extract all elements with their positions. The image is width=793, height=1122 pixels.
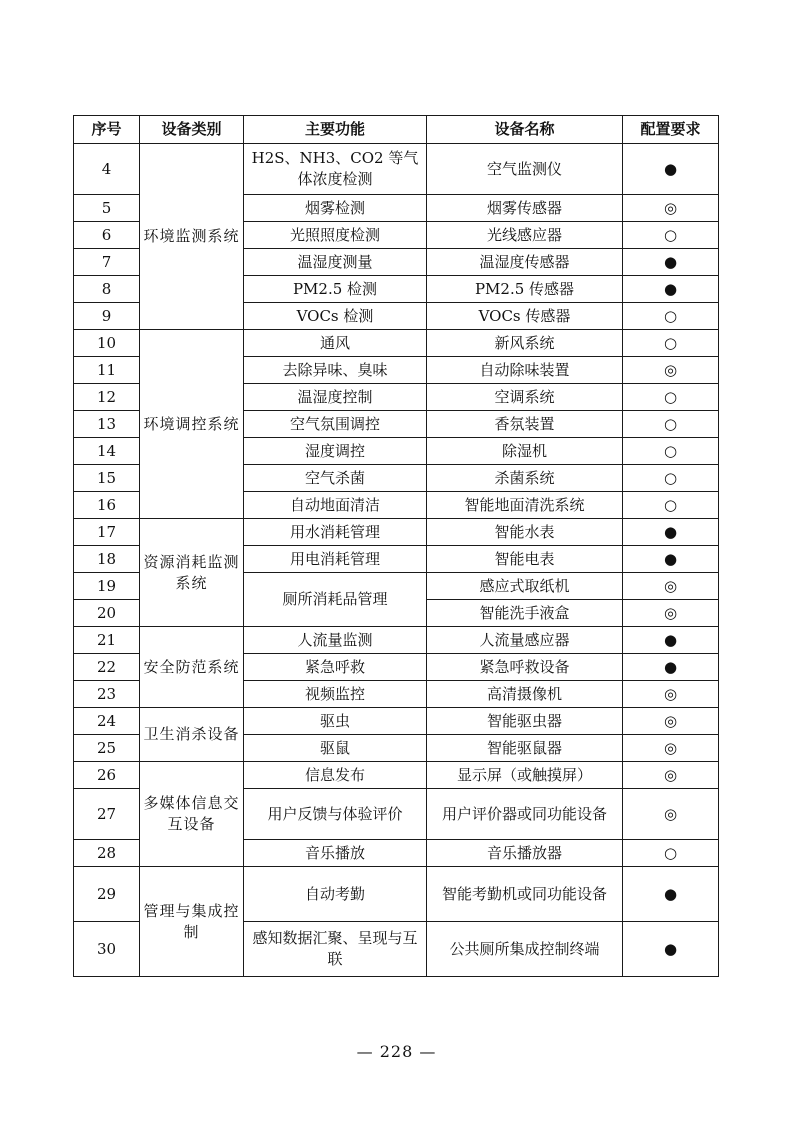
row-device: VOCs 传感器: [427, 303, 623, 330]
row-requirement: ○: [623, 438, 719, 465]
row-function: VOCs 检测: [244, 303, 427, 330]
header-requirement: 配置要求: [623, 116, 719, 144]
row-requirement: ○: [623, 330, 719, 357]
row-requirement: ●: [623, 867, 719, 922]
row-no: 16: [74, 492, 140, 519]
row-function: 自动地面清洁: [244, 492, 427, 519]
header-device: 设备名称: [427, 116, 623, 144]
row-no: 27: [74, 789, 140, 840]
row-requirement: ●: [623, 519, 719, 546]
row-no: 5: [74, 195, 140, 222]
row-requirement: ●: [623, 276, 719, 303]
row-no: 21: [74, 627, 140, 654]
row-device: 智能地面清洗系统: [427, 492, 623, 519]
row-device: 光线感应器: [427, 222, 623, 249]
row-device: 人流量感应器: [427, 627, 623, 654]
row-device: 自动除味装置: [427, 357, 623, 384]
row-no: 4: [74, 144, 140, 195]
row-requirement: ●: [623, 922, 719, 977]
row-function: 信息发布: [244, 762, 427, 789]
row-requirement: ●: [623, 546, 719, 573]
category-multimedia: 多媒体信息交互设备: [140, 762, 244, 867]
row-no: 12: [74, 384, 140, 411]
table-row: [74, 762, 719, 789]
row-device: 高清摄像机: [427, 681, 623, 708]
table-row: [74, 708, 719, 735]
row-device: 智能考勤机或同功能设备: [427, 867, 623, 922]
category-security: 安全防范系统: [140, 627, 244, 708]
row-function: 温湿度控制: [244, 384, 427, 411]
row-function: 空气氛围调控: [244, 411, 427, 438]
row-device: 香氛装置: [427, 411, 623, 438]
row-no: 22: [74, 654, 140, 681]
row-device: 智能水表: [427, 519, 623, 546]
row-no: 30: [74, 922, 140, 977]
row-requirement: ○: [623, 222, 719, 249]
row-device: 温湿度传感器: [427, 249, 623, 276]
row-no: 7: [74, 249, 140, 276]
row-requirement: ○: [623, 840, 719, 867]
row-function: 视频监控: [244, 681, 427, 708]
row-no: 11: [74, 357, 140, 384]
row-requirement: ○: [623, 384, 719, 411]
row-device: 空气监测仪: [427, 144, 623, 195]
row-requirement: ◎: [623, 681, 719, 708]
row-requirement: ●: [623, 144, 719, 195]
table-row: [74, 144, 719, 195]
header-category: 设备类别: [140, 116, 244, 144]
row-device: 用户评价器或同功能设备: [427, 789, 623, 840]
row-device: 空调系统: [427, 384, 623, 411]
row-function: 厕所消耗品管理: [244, 573, 427, 627]
row-device: 智能电表: [427, 546, 623, 573]
row-requirement: ◎: [623, 357, 719, 384]
table-row: [74, 330, 719, 357]
category-env-monitor: 环境监测系统: [140, 144, 244, 330]
row-no: 18: [74, 546, 140, 573]
row-function: 通风: [244, 330, 427, 357]
row-device: 公共厕所集成控制终端: [427, 922, 623, 977]
row-function: 音乐播放: [244, 840, 427, 867]
table-row: [74, 627, 719, 654]
table-row: [74, 519, 719, 546]
row-no: 17: [74, 519, 140, 546]
row-no: 15: [74, 465, 140, 492]
row-requirement: ○: [623, 465, 719, 492]
row-no: 24: [74, 708, 140, 735]
row-function: 驱鼠: [244, 735, 427, 762]
row-function: 用户反馈与体验评价: [244, 789, 427, 840]
row-no: 29: [74, 867, 140, 922]
row-requirement: ◎: [623, 195, 719, 222]
row-function: PM2.5 检测: [244, 276, 427, 303]
row-device: 紧急呼救设备: [427, 654, 623, 681]
header-row: [74, 116, 719, 144]
row-no: 19: [74, 573, 140, 600]
row-requirement: ○: [623, 411, 719, 438]
row-function: 湿度调控: [244, 438, 427, 465]
row-device: 新风系统: [427, 330, 623, 357]
row-no: 28: [74, 840, 140, 867]
row-device: 除湿机: [427, 438, 623, 465]
row-function: 用水消耗管理: [244, 519, 427, 546]
row-requirement: ◎: [623, 789, 719, 840]
category-management: 管理与集成控制: [140, 867, 244, 977]
row-device: 智能驱鼠器: [427, 735, 623, 762]
row-device: 感应式取纸机: [427, 573, 623, 600]
row-function: 空气杀菌: [244, 465, 427, 492]
row-no: 20: [74, 600, 140, 627]
row-no: 6: [74, 222, 140, 249]
category-sanitation: 卫生消杀设备: [140, 708, 244, 762]
row-function: 光照照度检测: [244, 222, 427, 249]
row-function: 烟雾检测: [244, 195, 427, 222]
row-device: 智能驱虫器: [427, 708, 623, 735]
table-header: [74, 116, 719, 144]
row-device: 杀菌系统: [427, 465, 623, 492]
page-number: — 228 —: [356, 1042, 437, 1061]
row-no: 10: [74, 330, 140, 357]
row-function: 紧急呼救: [244, 654, 427, 681]
row-device: 烟雾传感器: [427, 195, 623, 222]
row-function: H2S、NH3、CO2 等气体浓度检测: [244, 144, 427, 195]
row-function: 人流量监测: [244, 627, 427, 654]
table-body: [74, 144, 719, 977]
equipment-table: [73, 115, 719, 977]
row-requirement: ◎: [623, 762, 719, 789]
table-row: [74, 867, 719, 922]
row-no: 26: [74, 762, 140, 789]
row-function: 温湿度测量: [244, 249, 427, 276]
row-requirement: ○: [623, 492, 719, 519]
row-no: 25: [74, 735, 140, 762]
row-requirement: ●: [623, 654, 719, 681]
row-no: 8: [74, 276, 140, 303]
row-function: 用电消耗管理: [244, 546, 427, 573]
category-resource: 资源消耗监测系统: [140, 519, 244, 627]
row-function: 自动考勤: [244, 867, 427, 922]
row-no: 23: [74, 681, 140, 708]
row-no: 14: [74, 438, 140, 465]
row-no: 13: [74, 411, 140, 438]
row-function: 驱虫: [244, 708, 427, 735]
category-env-control: 环境调控系统: [140, 330, 244, 519]
row-device: 音乐播放器: [427, 840, 623, 867]
row-requirement: ◎: [623, 708, 719, 735]
row-function: 感知数据汇聚、呈现与互联: [244, 922, 427, 977]
row-requirement: ◎: [623, 600, 719, 627]
row-function: 去除异味、臭味: [244, 357, 427, 384]
header-no: 序号: [74, 116, 140, 144]
row-device: 智能洗手液盒: [427, 600, 623, 627]
header-function: 主要功能: [244, 116, 427, 144]
row-device: PM2.5 传感器: [427, 276, 623, 303]
row-requirement: ●: [623, 627, 719, 654]
row-requirement: ◎: [623, 735, 719, 762]
row-device: 显示屏（或触摸屏）: [427, 762, 623, 789]
row-requirement: ◎: [623, 573, 719, 600]
row-requirement: ●: [623, 249, 719, 276]
row-no: 9: [74, 303, 140, 330]
row-requirement: ○: [623, 303, 719, 330]
